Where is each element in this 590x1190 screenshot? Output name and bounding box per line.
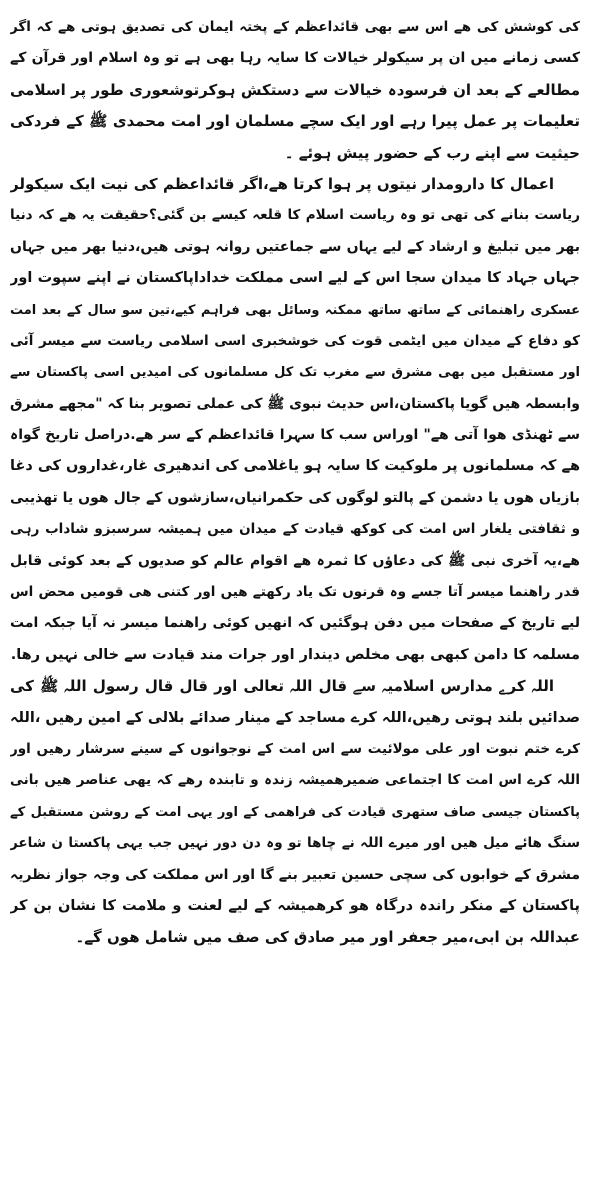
text-line: اللہ کرے اس امت کا اجتماعی ضمیرھمیشہ زندہ و تابندہ رھے کہ یھی عناصر ھیں بانی	[10, 772, 580, 789]
text-line: کرے ختم نبوت اور علی مولائیت سے اس امت کے نوجوانوں کے سینے سرشار رھیں اور	[10, 740, 580, 757]
text-line: بازیاں ھوں یا دشمن کے پالتو لوگوں کی حکمرانیاں،سازشوں کے جال ھوں یا تھذیبی	[10, 489, 580, 506]
text-line: وابسطہ ھیں گویا پاکستان،اس حدیث نبوی ﷺ کی عملی تصویر بنا کہ "مجھے مشرق	[10, 395, 580, 412]
text-line: پاکستان جیسی صاف ستھری قیادت کی فراھمی کے اور یہی امت کے روشن مستقبل کے	[10, 804, 580, 820]
text-line: کسی زمانے میں ان پر سیکولر خیالات کا سایہ رہا بھی ہے تو وہ اسلام اور قرآن کے	[10, 50, 580, 67]
text-line: پاکستان کے منکر راندہ درگاہ ھو کرھمیشہ کے لیے لعنت و ملامت کا نشان بن کر	[10, 897, 580, 914]
text-line: جہاں جہاد کا میدان سجا اس کے لیے اسی مملکت خداداپاکستان نے اپنے سپوت اور	[10, 270, 580, 287]
text-line: ھے،یہ آخری نبی ﷺ کی دعاؤں کا ثمرہ ھے اقوام عالم کو صدیوں کے بعد کوئی قابل	[10, 552, 580, 569]
text-line: قدر راھنما میسر آتا جسے وہ قرنوں تک یاد رکھتے ھیں اور کتنی ھی قومیں محض اس	[10, 584, 580, 601]
text-line: مسلمہ کا دامن کبھی بھی مخلص دیندار اور جرات مند قیادت سے خالی نہیں رھا.	[10, 646, 580, 663]
text-line: عسکری راھنمائی کے ساتھ ساتھ ممکنہ وسائل بھی فراہم کیے،تین سو سال کے بعد امت	[10, 302, 580, 318]
text-line: حیثیت سے اپنے رب کے حضور پیش ہوئے ۔	[284, 143, 580, 162]
text-line: ھے کہ مسلمانوں پر ملوکیت کا سایہ ہو یاغلامی کی اندھیری غار،غداروں کی دغا	[10, 458, 580, 475]
text-line: مطالعے کے بعد ان فرسودہ خیالات سے دستکش ہوکرتوشعوری طور پر اسلامی	[10, 80, 580, 99]
text-line: عبداللہ بن ابی،میر جعفر اور میر صادق کی صف میں شامل ھوں گے۔	[75, 928, 580, 947]
text-line: لیے تاریخ کے صفحات میں دفن ہوگئیں کہ انھیں کوئی راھنما میسر نہ آیا جبکہ امت	[10, 615, 580, 632]
paragraph-3	[10, 671, 580, 954]
text-line: بھر میں تبلیغ و ارشاد کے لیے یہاں سے جماعتیں روانہ ہوتی ھیں،دنیا بھر میں جہاں	[10, 238, 580, 255]
paragraph-2	[10, 169, 580, 671]
text-line: سنگ ھائے میل ھیں اور میرے اللہ نے چاھا تو وہ دن دور نہیں جب یہی پاکستا ن شاعر	[10, 835, 580, 852]
text-line: کی کوشش کی ھے اس سے بھی قائداعظم کے پختہ ایمان کی تصدیق ہوتی ھے کہ اگر	[10, 19, 580, 35]
text-line: ریاست بنانے کی تھی تو وہ ریاست اسلام کا قلعہ کیسے بن گئی؟حقیقت یہ ھے کہ دنیا	[10, 207, 580, 224]
text-line: مشرق کے خوابوں کی سچی حسین تعبیر بنے گا اور اس مملکت کی وجہ جواز نظریہ	[10, 866, 580, 883]
paragraph-1	[10, 12, 580, 169]
text-line: اور مستقبل میں بھی مشرق سے مغرب تک کل مسلمانوں کی امیدیں اسی پاکستان سے	[10, 365, 580, 381]
text-line: اعمال کا دارومدار نیتوں پر ہوا کرتا ھے،اگر قائداعظم کی نیت ایک سیکولر	[10, 174, 554, 193]
text-line: اللہ کرے مدارس اسلامیہ سے قال اللہ تعالی اور قال قال رسول اللہ ﷺ کی	[10, 677, 554, 696]
text-line: و ثقافتی یلغار اس امت کی کوکھ قیادت کے میدان میں ہمیشہ سرسبزو شاداب رہی	[10, 521, 580, 538]
text-line: تعلیمات پر عمل پیرا رہے اور ایک سچے مسلمان اور امت محمدی ﷺ کے فردکی	[10, 112, 580, 131]
article-page	[10, 12, 580, 1178]
text-line: صدائیں بلند ہوتی رھیں،اللہ کرے مساجد کے مینار صدائے بلالی کے امین رھیں ،اللہ	[10, 709, 580, 726]
text-line: کو دفاع کے میدان میں ایٹمی قوت کی خوشخبری اسی اسلامی ریاست سے میسر آئی	[10, 332, 580, 349]
text-line: سے ٹھنڈی ھوا آتی ھے" اوراس سب کا سہرا قائداعظم کے سر ھے.دراصل تاریخ گواہ	[10, 427, 580, 444]
